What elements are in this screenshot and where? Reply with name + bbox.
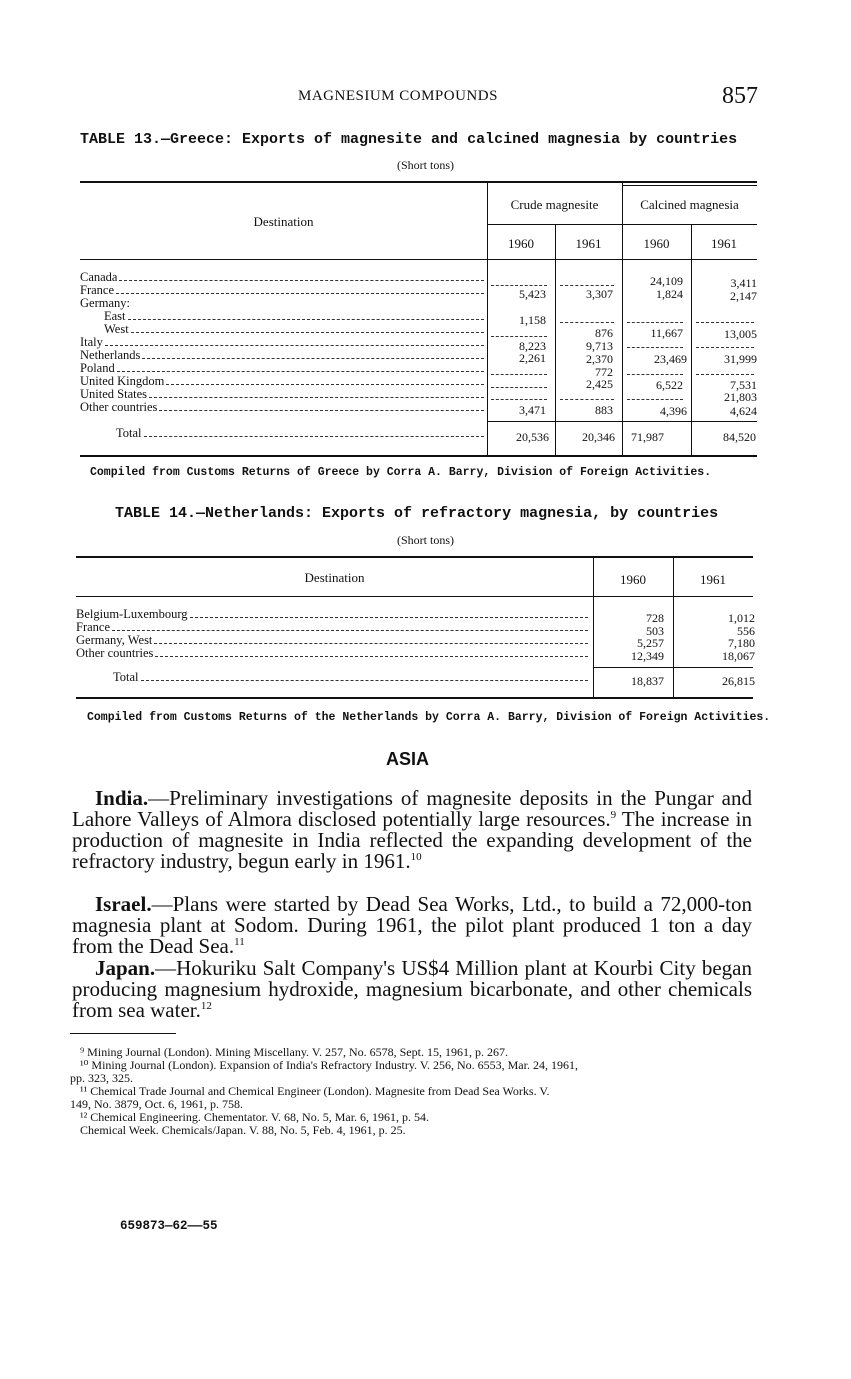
table-cell: 3,307 xyxy=(586,287,613,301)
footnote: Chemical Week. Chemicals/Japan. V. 88, No. 5, Feb. 4, 1961, p. 25. xyxy=(80,1123,406,1137)
table-cell: 883 xyxy=(595,403,613,417)
row-label: Poland xyxy=(80,362,115,375)
table-row xyxy=(80,349,484,362)
table13-top-rule xyxy=(80,181,757,183)
table-cell: 31,999 xyxy=(724,352,757,366)
table-cell: 2,147 xyxy=(730,289,757,303)
footnote: ¹² Chemical Engineering. Chementator. V. 68, No. 5, Mar. 6, 1961, p. 54. xyxy=(80,1110,430,1124)
table-row xyxy=(104,323,484,336)
footnote: ¹¹ Chemical Trade Journal and Chemical Engineer (London). Magnesite from Dead Sea Works. V. xyxy=(80,1084,550,1098)
row-label: Netherlands xyxy=(80,349,141,362)
table13-caption: TABLE 13.—Greece: Exports of magnesite and calcined magnesia by countries xyxy=(80,131,738,148)
total-cell: 26,815 xyxy=(722,674,755,688)
table-row xyxy=(76,634,588,647)
paragraph-japan xyxy=(72,958,752,1021)
table14-header-bottom-rule xyxy=(76,596,753,597)
total-row xyxy=(113,671,588,684)
footnote-ref: 11 xyxy=(234,936,245,948)
row-label: France xyxy=(80,284,115,297)
table-cell: 24,109 xyxy=(650,274,683,288)
row-label: Total xyxy=(116,427,142,440)
dot-leader xyxy=(190,608,588,618)
table-cell: 728 xyxy=(646,611,664,625)
table13-year-header: 1961 xyxy=(575,236,602,251)
table14-top-rule xyxy=(76,556,753,558)
table-cell: 2,261 xyxy=(519,351,546,365)
footnote-ref: 12 xyxy=(200,1000,212,1012)
table-cell: 2,370 xyxy=(586,352,613,366)
dot-leader xyxy=(131,323,484,333)
paragraph-india xyxy=(72,788,752,872)
table-row xyxy=(80,271,484,284)
table13-units: (Short tons) xyxy=(397,158,454,172)
total-cell: 84,520 xyxy=(723,430,756,444)
empty-cell-dash xyxy=(560,285,614,286)
row-label: Germany, West xyxy=(76,634,153,647)
row-label: West xyxy=(104,323,129,336)
table14-total-rule xyxy=(593,667,753,668)
dot-leader xyxy=(166,375,484,385)
table-row xyxy=(76,608,588,621)
total-cell: 18,837 xyxy=(631,674,664,688)
table-row xyxy=(80,284,484,297)
table-cell: 7,180 xyxy=(728,636,755,650)
dot-leader xyxy=(117,362,484,372)
table14-source-note: Compiled from Customs Returns of the Netherlands by Corra A. Barry, Division of Foreign Activities. xyxy=(87,711,771,724)
paragraph-israel xyxy=(72,894,752,957)
footnote-ref: 9 xyxy=(610,809,617,821)
table-cell: 1,824 xyxy=(656,287,683,301)
empty-cell-dash xyxy=(491,399,547,400)
row-label: Italy xyxy=(80,336,103,349)
footnote: ¹⁰ Mining Journal (London). Expansion of India's Refractory Industry. V. 256, No. 6553, Mar. 24, 1961, xyxy=(80,1058,578,1072)
table14-year-header: 1960 xyxy=(620,572,646,587)
row-label: Other countries xyxy=(80,401,158,414)
table13-calc-top-rule xyxy=(622,185,757,186)
israel-text: —Plans were started by Dead Sea Works, Ltd., to build a 72,000-ton magnesia plant at Sodom. During 1961, the pilot plant produced 1 ton a day from the Dead Sea. xyxy=(72,892,752,958)
table13-year-header: 1961 xyxy=(711,236,737,251)
table13-vline-1 xyxy=(487,183,488,456)
empty-cell-dash xyxy=(491,336,547,337)
table-cell: 7,531 xyxy=(730,378,757,392)
table-row xyxy=(80,297,484,310)
table-cell: 1,158 xyxy=(519,313,546,327)
table14-destination-header: Destination xyxy=(304,570,365,585)
footnote-separator xyxy=(70,1033,176,1034)
india-text: —Preliminary investigations of magnesite deposits in the Pungar and Lahore Valleys of Almora disclosed potentially large resources. xyxy=(72,786,752,831)
empty-cell-dash xyxy=(560,322,614,323)
table-cell: 18,067 xyxy=(722,649,755,663)
dot-leader xyxy=(142,349,484,359)
empty-cell-dash xyxy=(560,399,614,400)
empty-cell-dash xyxy=(491,374,547,375)
table-cell: 8,223 xyxy=(519,339,546,353)
row-label: United States xyxy=(80,388,148,401)
table-cell: 556 xyxy=(737,624,755,638)
total-cell: 20,536 xyxy=(516,430,549,444)
india-text-2: The increase in production of magnesite in India reflected the expanding development of the refractory industry, begun early in 1961. xyxy=(72,807,752,873)
japan-text: —Hokuriku Salt Company's US$4 Million plant at Kourbi City began producing magnesium hydroxide, magnesium bicarbonate, and other chemicals from sea water. xyxy=(72,956,752,1022)
table-cell: 3,411 xyxy=(730,276,757,290)
empty-cell-dash xyxy=(627,347,683,348)
table-cell: 23,469 xyxy=(654,352,687,366)
table-row xyxy=(80,336,484,349)
table14-year-header: 1961 xyxy=(700,572,726,587)
table-cell: 876 xyxy=(595,326,613,340)
section-heading: ASIA xyxy=(386,749,430,769)
dot-leader xyxy=(159,401,484,411)
table14-units: (Short tons) xyxy=(397,533,454,547)
table-cell: 9,713 xyxy=(586,339,613,353)
print-code: 659873—62——55 xyxy=(120,1219,218,1233)
dot-leader xyxy=(144,427,484,437)
row-label: France xyxy=(76,621,111,634)
empty-cell-dash xyxy=(696,347,754,348)
page-number: 857 xyxy=(722,83,758,109)
empty-cell-dash xyxy=(627,374,683,375)
table-row xyxy=(104,310,484,323)
japan-label: Japan. xyxy=(95,956,156,980)
table-cell: 11,667 xyxy=(650,326,683,340)
dot-leader xyxy=(141,671,588,681)
table14-caption: TABLE 14.—Netherlands: Exports of refractory magnesia, by countries xyxy=(115,505,719,522)
table-cell: 2,425 xyxy=(586,377,613,391)
table-cell: 21,803 xyxy=(724,390,757,404)
total-cell: 71,987 xyxy=(631,430,664,444)
row-label: Germany: xyxy=(80,297,130,310)
dot-leader xyxy=(128,310,484,320)
table13-vline-3 xyxy=(622,183,623,456)
table13-year-header: 1960 xyxy=(643,236,670,251)
table14-bottom-rule xyxy=(76,697,753,699)
table-cell: 503 xyxy=(646,624,664,638)
empty-cell-dash xyxy=(491,285,547,286)
dot-leader xyxy=(155,647,588,657)
table-cell: 6,522 xyxy=(656,378,683,392)
table13-year-header: 1960 xyxy=(508,236,534,251)
table-cell: 13,005 xyxy=(724,327,757,341)
total-row xyxy=(116,427,484,440)
dot-leader xyxy=(119,271,484,281)
table-row xyxy=(80,375,484,388)
footnote-continuation: 149, No. 3879, Oct. 6, 1961, p. 758. xyxy=(70,1097,243,1111)
table13-total-rule xyxy=(487,421,757,422)
empty-cell-dash xyxy=(627,322,683,323)
dot-leader xyxy=(149,388,484,398)
empty-cell-dash xyxy=(491,387,547,388)
row-label: East xyxy=(104,310,126,323)
dot-leader xyxy=(112,621,588,631)
footnotes xyxy=(70,1046,760,1137)
india-label: India. xyxy=(95,786,149,810)
dot-leader xyxy=(154,634,588,644)
table-row xyxy=(76,621,588,634)
table-row xyxy=(80,362,484,375)
total-cell: 20,346 xyxy=(582,430,615,444)
empty-cell-dash xyxy=(696,322,754,323)
footnote: ⁹ Mining Journal (London). Mining Miscellany. V. 257, No. 6578, Sept. 15, 1961, p. 267. xyxy=(80,1045,508,1059)
table-row xyxy=(80,388,484,401)
empty-cell-dash xyxy=(627,399,683,400)
table-cell: 3,471 xyxy=(519,403,546,417)
footnote-ref: 10 xyxy=(410,851,422,863)
table-row xyxy=(80,401,484,414)
table-cell: 4,624 xyxy=(730,404,757,418)
table13-calcined-header: Calcined magnesia xyxy=(640,197,739,212)
table13-crude-header: Crude magnesite xyxy=(510,197,599,212)
running-header-title: MAGNESIUM COMPOUNDS xyxy=(298,88,498,104)
table-cell: 1,012 xyxy=(728,611,755,625)
row-label: Other countries xyxy=(76,647,154,660)
empty-cell-dash xyxy=(696,374,754,375)
row-label: Total xyxy=(113,671,139,684)
dot-leader xyxy=(116,284,484,294)
table-cell: 772 xyxy=(595,365,613,379)
footnote-continuation: pp. 323, 325. xyxy=(70,1071,133,1085)
table-cell: 5,257 xyxy=(637,636,664,650)
row-label: Belgium-Luxembourg xyxy=(76,608,188,621)
row-label: Canada xyxy=(80,271,118,284)
table-cell: 12,349 xyxy=(631,649,664,663)
israel-label: Israel. xyxy=(95,892,152,916)
table13-destination-header: Destination xyxy=(253,214,314,229)
table-row xyxy=(76,647,588,660)
table13-header-bottom-rule xyxy=(80,259,757,260)
table-cell: 4,396 xyxy=(660,404,687,418)
row-label: United Kingdom xyxy=(80,375,165,388)
table-cell: 5,423 xyxy=(519,287,546,301)
dot-leader xyxy=(105,336,484,346)
table13-bottom-rule xyxy=(80,455,757,457)
table13-source-note: Compiled from Customs Returns of Greece by Corra A. Barry, Division of Foreign Activities. xyxy=(90,466,712,479)
